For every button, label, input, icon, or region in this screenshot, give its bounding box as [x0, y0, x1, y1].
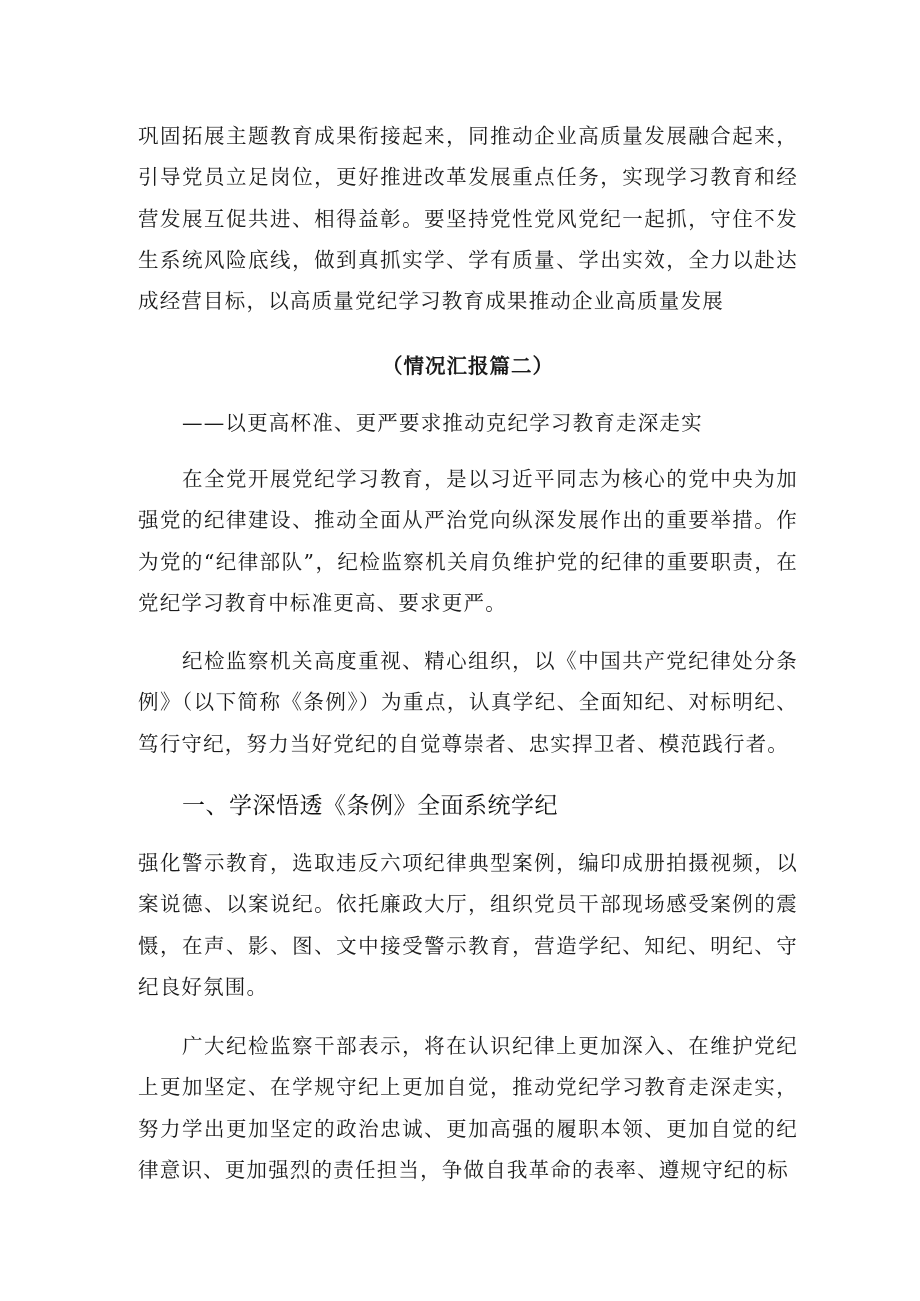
paragraph-warning-education: 强化警示教育，选取违反六项纪律典型案例，编印成册拍摄视频，以案说德、以案说纪。依托廉政大厅，组织党员干部现场感受案例的震慑，在声、影、图、文中接受警示教育，营造学纪、知纪、明纪、守纪良好氛围。: [138, 851, 798, 999]
section-title: （情况汇报篇二）: [382, 354, 554, 378]
section-subtitle: ——以更高杯准、更严要求推动克纪学习教育走深走实: [182, 411, 703, 435]
paragraph-continuation: 巩固拓展主题教育成果衔接起来，同推动企业高质量发展融合起来，引导党员立足岗位，更好推进改革发展重点任务，实现学习教育和经营发展互促共进、相得益彰。要坚持党性党风党纪一起抓，守住不发生系统风险底线，做到真抓实学、学有质量、学出实效，全力以赴达成经营目标，以高质量党纪学习教育成果推动企业高质量发展: [138, 124, 798, 314]
paragraph-intro: 在全党开展党纪学习教育，是以习近平同志为核心的党中央为加强党的纪律建设、推动全面从严治党向纵深发展作出的重要举措。作为党的“纪律部队”，纪检监察机关肩负维护党的纪律的重要职责，在党纪学习教育中标准更高、要求更严。: [138, 467, 798, 615]
paragraph-overview: 纪检监察机关高度重视、精心组织，以《中国共产党纪律处分条例》（以下简称《条例》）为重点，认真学纪、全面知纪、对标明纪、笃行守纪，努力当好党纪的自觉尊崇者、忠实捍卫者、模范践行者。: [138, 649, 798, 756]
heading-section-one: 一、学深悟透《条例》全面系统学纪: [182, 793, 558, 819]
paragraph-cadre-statement: 广大纪检监察干部表示，将在认识纪律上更加深入、在维护党纪上更加坚定、在学规守纪上更加自觉，推动党纪学习教育走深走实，努力学出更加坚定的政治忠诚、更加高强的履职本领、更加自觉的纪律意识、更加强烈的责任担当，争做自我革命的表率、遵规守纪的标: [138, 1034, 798, 1182]
